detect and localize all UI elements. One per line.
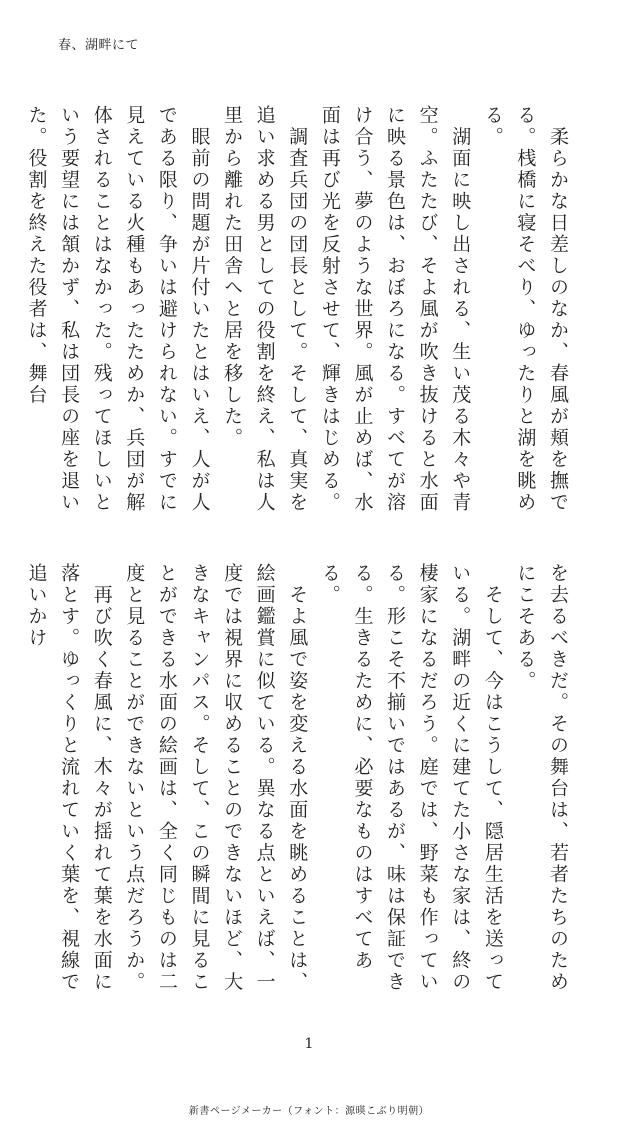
paragraph: 再び吹く春風に、木々が揺れて葉を水面に落とす。ゆっくりと流れていく葉を、視線で追いかけ <box>25 563 113 993</box>
text-block-upper <box>25 105 574 520</box>
text-block-lower <box>25 563 574 1003</box>
page-title: 春、湖畔にて <box>58 38 140 53</box>
paragraph: 眼前の問題が片付いたとはいえ、人が人である限り、争いは避けられない。すでに見えている火種もあったためか、兵団が解体されることはなかった。残ってほしいという要望には頷かず、私は団長の座を退いた。役割を終えた役者は、舞台 <box>25 105 211 514</box>
paragraph-continued: を去るべきだ。その舞台は、若者たちのためにこそある。 <box>514 563 569 993</box>
paragraph: 柔らかな日差しのなか、春風が頬を撫でる。桟橋に寝そべり、ゆったりと湖を眺める。 <box>481 105 569 514</box>
page-number: 1 <box>304 1036 314 1052</box>
paragraph: 湖面に映し出される、生い茂る木々や青空。ふたたび、そよ風が吹き抜けると水面に映る景色は、おぼろになる。すべてが溶け合う、夢のような世界。風が止めば、水面は再び光を反射させて、輝きはじめる。 <box>318 105 472 514</box>
paragraph: 調査兵団の団長として。そして、真実を追い求める男としての役割を終え、私は人里から離れた田舎へと居を移した。 <box>221 105 309 514</box>
paragraph: そよ風で姿を変える水面を眺めることは、絵画鑑賞に似ている。異なる点といえば、一度では視界に収めることのできないほど、大きなキャンパス。そして、この瞬間に見ることができる水面の絵画は、全く同じものは二度と見ることができないという点だろうか。 <box>123 563 309 993</box>
footer-credit: 新書ページメーカー（フォント：源暎こぶり明朝） <box>188 1106 430 1117</box>
paragraph: そして、今はこうして、隠居生活を送っている。湖畔の近くに建てた小さな家は、終の棲家になるだろう。庭では、野菜も作っている。形こそ不揃いではあるが、味は保証できる。生きるために、必要なものはすべてある。 <box>318 563 504 993</box>
